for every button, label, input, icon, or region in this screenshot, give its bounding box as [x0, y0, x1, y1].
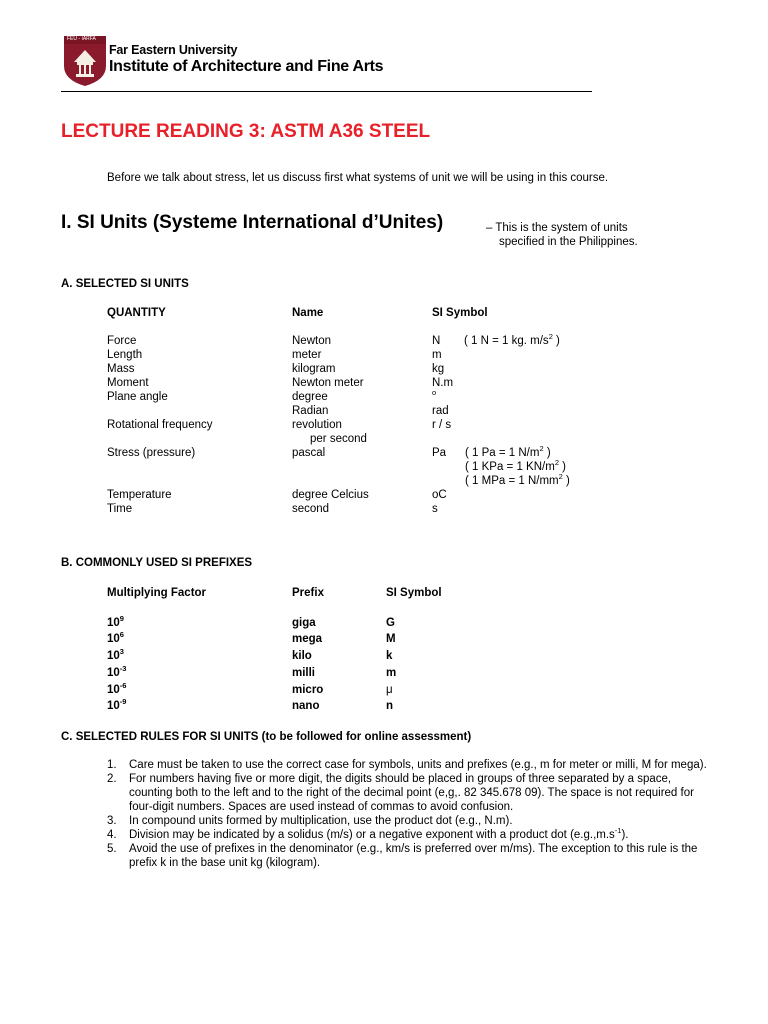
column-header-prefix: Prefix: [292, 587, 324, 599]
subsection-b-heading: B. COMMONLY USED SI PREFIXES: [61, 557, 253, 569]
rule-text: For numbers having five or more digit, the digits should be placed in groups of three separated by a space, counting both to the left and to the right of the decimal point (e,g,. 82 345.678 09). The space is not required for four-digit numbers. Spaces are used instead of commas to avoid confusion.: [129, 773, 694, 813]
unit-quantity: Plane angle: [107, 391, 168, 403]
unit-note: ( 1 N = 1 kg. $m/s^2$ ): [464, 332, 560, 347]
prefix-factor: $10^9$: [107, 614, 124, 629]
prefix-name: kilo: [292, 650, 312, 662]
university-logo: [64, 36, 106, 86]
unit-name: pascal: [292, 447, 326, 459]
unit-note: ( 1 Pa = 1 $N/m^2$ ): [465, 444, 551, 459]
university-name: Far Eastern University: [109, 43, 238, 57]
unit-quantity: Moment: [107, 377, 149, 389]
unit-name: degree Celcius: [292, 489, 369, 501]
prefix-name: nano: [292, 700, 320, 712]
column-header-symbol: SI Symbol: [386, 587, 442, 599]
subsection-c-heading: C. SELECTED RULES FOR SI UNITS (to be followed for online assessment): [61, 731, 472, 743]
rule-superscript: -1: [614, 826, 622, 835]
prefix-factor: $10^{-9}$: [107, 697, 127, 712]
prefix-factor: $10^6$: [107, 630, 124, 645]
unit-name: Newton: [292, 335, 331, 347]
prefix-name: giga: [292, 617, 316, 629]
prefix-symbol: G: [386, 617, 395, 629]
unit-quantity: Stress (pressure): [107, 447, 196, 459]
header-divider: [61, 91, 592, 92]
unit-symbol: rad: [432, 405, 449, 417]
list-number: 1.: [107, 759, 117, 771]
prefix-factor: $10^{-6}$: [107, 681, 127, 696]
unit-quantity: Force: [107, 335, 137, 347]
unit-symbol: m: [432, 349, 442, 361]
list-number: 5.: [107, 843, 117, 855]
intro-paragraph: Before we talk about stress, let us discuss first what systems of unit we will be using in this course.: [107, 172, 609, 184]
rule-text: Care must be taken to use the correct case for symbols, units and prefixes (e.g., m for meter or milli, M for mega).: [129, 759, 707, 771]
rule-text: Avoid the use of prefixes in the denominator (e.g., km/s is preferred over m/ms). The exception to this rule is the prefix k in the base unit kg (kilogram).: [129, 843, 698, 869]
rules-list: [107, 758, 707, 870]
list-number: 2.: [107, 773, 117, 785]
unit-symbol: r / s: [432, 419, 452, 431]
prefix-symbol: M: [386, 633, 396, 645]
prefix-factor: $10^{-3}$: [107, 664, 127, 679]
section-note-line1: – This is the system of units: [486, 222, 628, 234]
rule-text: Division may be indicated by a solidus (m/s) or a negative exponent with a product dot (e.g.,m.s: [129, 829, 615, 841]
unit-name: meter: [292, 349, 322, 361]
unit-name: second: [292, 503, 330, 515]
institute-name: Institute of Architecture and Fine Arts: [109, 58, 384, 75]
unit-name: degree: [292, 391, 328, 403]
column-header-factor: Multiplying Factor: [107, 587, 207, 599]
prefix-name: mega: [292, 633, 323, 645]
unit-name: revolution: [292, 419, 342, 431]
logo-lettering: FEU - IARFA: [67, 36, 96, 42]
list-item: [107, 842, 707, 870]
unit-name: Radian: [292, 405, 329, 417]
unit-symbol: oC: [432, 489, 447, 501]
list-item: [107, 758, 707, 772]
list-number: 4.: [107, 829, 117, 841]
prefix-symbol: μ: [386, 684, 393, 696]
page-title: LECTURE READING 3: ASTM A36 STEEL: [61, 121, 431, 142]
unit-symbol: Pa: [432, 447, 447, 459]
unit-name: Newton meter: [292, 377, 364, 389]
list-item: [107, 772, 707, 814]
list-number: 3.: [107, 815, 117, 827]
unit-note: ( 1 MPa = 1 $N/mm^2$ ): [465, 472, 570, 487]
list-item: [107, 828, 707, 842]
rule-text: In compound units formed by multiplication, use the product dot (e.g., N.m).: [129, 815, 513, 827]
column-header-name: Name: [292, 307, 324, 319]
unit-symbol: kg: [432, 363, 445, 375]
rule-text-tail: ).: [621, 829, 629, 841]
unit-quantity: Rotational frequency: [107, 419, 213, 431]
unit-name: per second: [310, 433, 367, 445]
unit-quantity: Mass: [107, 363, 135, 375]
prefix-factor: $10^3$: [107, 647, 124, 662]
unit-symbol: N.m: [432, 377, 454, 389]
unit-name: kilogram: [292, 363, 336, 375]
unit-symbol: o: [432, 388, 437, 397]
unit-quantity: Temperature: [107, 489, 172, 501]
prefix-symbol: k: [386, 650, 393, 662]
section-heading: I. SI Units (Systeme International d’Unites): [61, 212, 444, 233]
column-header-symbol: SI Symbol: [432, 307, 488, 319]
unit-note: ( 1 KPa = 1 $KN/m^2$ ): [465, 458, 567, 473]
unit-quantity: Length: [107, 349, 143, 361]
unit-quantity: Time: [107, 503, 133, 515]
prefix-name: milli: [292, 667, 316, 679]
unit-symbol: s: [432, 503, 438, 515]
unit-symbol: N: [432, 335, 441, 347]
prefix-symbol: n: [386, 700, 394, 712]
column-header-quantity: QUANTITY: [107, 307, 166, 319]
section-note-line2: specified in the Philippines.: [499, 236, 638, 248]
subsection-a-heading: A. SELECTED SI UNITS: [61, 278, 189, 290]
prefix-symbol: m: [386, 667, 397, 679]
prefix-name: micro: [292, 684, 324, 696]
